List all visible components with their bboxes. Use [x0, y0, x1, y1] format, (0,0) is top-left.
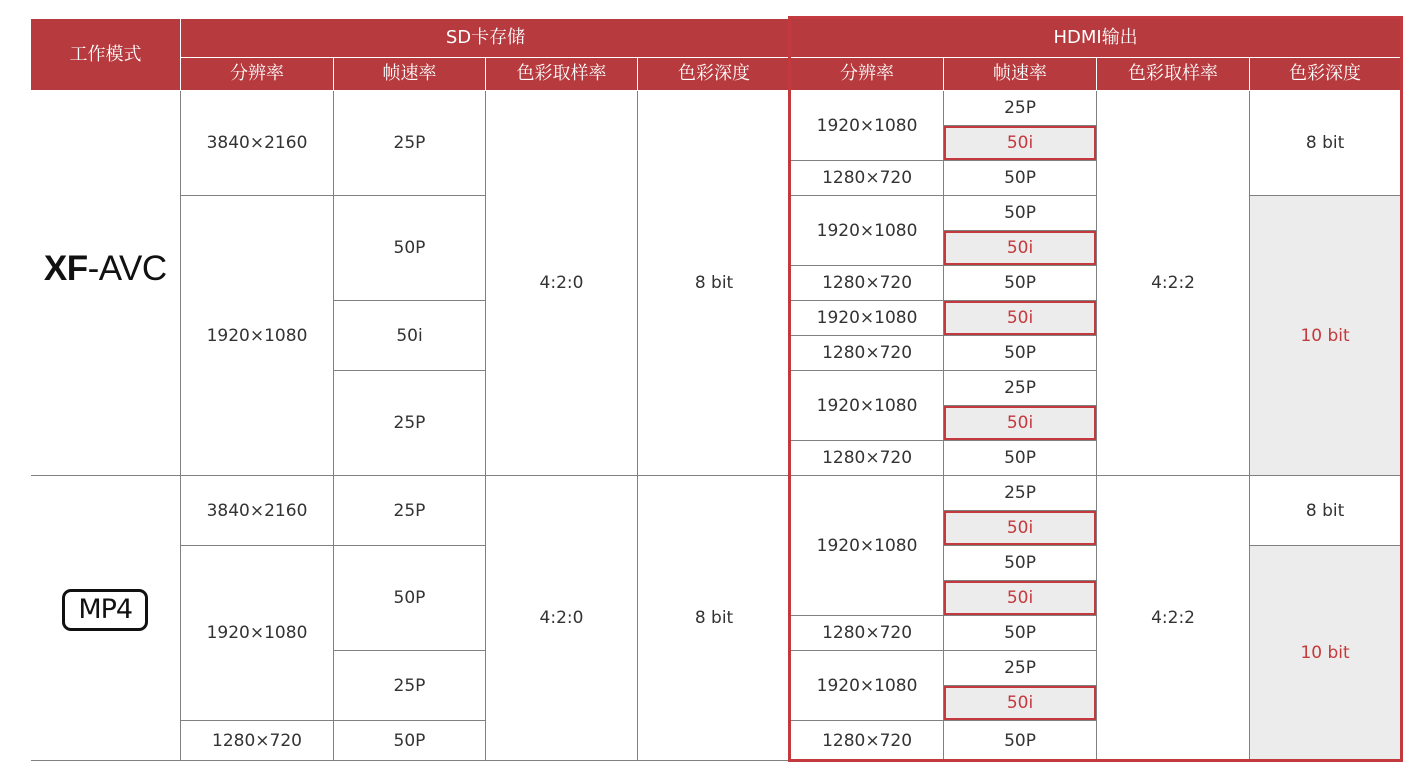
sd-frame-rate-cell: 50i: [334, 301, 486, 371]
sd-color-depth-cell: 8 bit: [638, 476, 791, 761]
sd-frame-rate-cell: 50P: [334, 546, 486, 651]
header-work-mode: 工作模式: [31, 19, 181, 91]
sd-resolution-cell: 1920×1080: [181, 546, 334, 721]
xf-avc-logo-bold: XF: [43, 249, 88, 288]
table-row: [31, 91, 1401, 126]
header-row-columns: [31, 58, 1401, 91]
header-sd-color-sampling: 色彩取样率: [486, 58, 638, 91]
sd-resolution-cell: 1920×1080: [181, 196, 334, 476]
header-hdmi-frame-rate: 帧速率: [944, 58, 1097, 91]
hdmi-color-depth-cell: 8 bit: [1250, 476, 1401, 546]
mp4-logo: MP4: [62, 589, 148, 631]
hdmi-resolution-cell: 1280×720: [791, 266, 944, 301]
hdmi-color-depth-cell-highlighted: 10 bit: [1250, 196, 1401, 476]
hdmi-frame-rate-cell-highlighted: 50i: [944, 686, 1097, 721]
header-hdmi-output: HDMI输出: [791, 19, 1401, 58]
hdmi-frame-rate-cell: 50P: [944, 441, 1097, 476]
hdmi-color-depth-cell-highlighted: 10 bit: [1250, 546, 1401, 761]
header-sd-color-depth: 色彩深度: [638, 58, 791, 91]
header-sd-storage: SD卡存储: [181, 19, 791, 58]
header-hdmi-resolution: 分辨率: [791, 58, 944, 91]
hdmi-resolution-cell: 1280×720: [791, 616, 944, 651]
hdmi-resolution-cell: 1920×1080: [791, 91, 944, 161]
hdmi-color-sampling-cell: 4:2:2: [1097, 476, 1250, 761]
sd-resolution-cell: 3840×2160: [181, 476, 334, 546]
xf-avc-logo-rest: -AVC: [87, 249, 167, 288]
sd-color-sampling-cell: 4:2:0: [486, 91, 638, 476]
table-header: [31, 19, 1401, 91]
hdmi-frame-rate-cell-highlighted: 50i: [944, 126, 1097, 161]
hdmi-frame-rate-cell: 50P: [944, 266, 1097, 301]
hdmi-frame-rate-cell: 50P: [944, 546, 1097, 581]
sd-frame-rate-cell: 25P: [334, 371, 486, 476]
header-hdmi-color-depth: 色彩深度: [1250, 58, 1401, 91]
hdmi-frame-rate-cell-highlighted: 50i: [944, 511, 1097, 546]
sd-frame-rate-cell: 50P: [334, 721, 486, 761]
hdmi-resolution-cell: 1280×720: [791, 336, 944, 371]
hdmi-resolution-cell: 1280×720: [791, 441, 944, 476]
mode-group-xf-avc: [31, 91, 1401, 476]
header-row-groups: [31, 19, 1401, 58]
hdmi-resolution-cell: 1920×1080: [791, 196, 944, 266]
hdmi-resolution-cell: 1920×1080: [791, 651, 944, 721]
sd-frame-rate-cell: 25P: [334, 651, 486, 721]
hdmi-resolution-cell: 1920×1080: [791, 371, 944, 441]
hdmi-frame-rate-cell: 50P: [944, 336, 1097, 371]
hdmi-frame-rate-cell: 50P: [944, 161, 1097, 196]
hdmi-frame-rate-cell: 25P: [944, 651, 1097, 686]
hdmi-color-depth-cell: 8 bit: [1250, 91, 1401, 196]
sd-resolution-cell: 1280×720: [181, 721, 334, 761]
xf-avc-logo: [44, 249, 167, 289]
sd-color-sampling-cell: 4:2:0: [486, 476, 638, 761]
hdmi-resolution-cell: 1920×1080: [791, 301, 944, 336]
hdmi-frame-rate-cell: 50P: [944, 196, 1097, 231]
hdmi-frame-rate-cell: 25P: [944, 371, 1097, 406]
sd-frame-rate-cell: 25P: [334, 476, 486, 546]
sd-color-depth-cell: 8 bit: [638, 91, 791, 476]
header-sd-frame-rate: 帧速率: [334, 58, 486, 91]
spec-table: [30, 18, 1401, 761]
sd-frame-rate-cell: 25P: [334, 91, 486, 196]
hdmi-frame-rate-cell-highlighted: 50i: [944, 301, 1097, 336]
table-row: [31, 476, 1401, 511]
header-sd-resolution: 分辨率: [181, 58, 334, 91]
hdmi-frame-rate-cell-highlighted: 50i: [944, 581, 1097, 616]
hdmi-frame-rate-cell-highlighted: 50i: [944, 406, 1097, 441]
mode-cell-xf-avc: [31, 91, 181, 476]
hdmi-color-sampling-cell: 4:2:2: [1097, 91, 1250, 476]
hdmi-frame-rate-cell-highlighted: 50i: [944, 231, 1097, 266]
sd-frame-rate-cell: 50P: [334, 196, 486, 301]
hdmi-resolution-cell: 1920×1080: [791, 476, 944, 616]
hdmi-resolution-cell: 1280×720: [791, 161, 944, 196]
mode-cell-mp4: [31, 476, 181, 761]
header-hdmi-color-sampling: 色彩取样率: [1097, 58, 1250, 91]
hdmi-frame-rate-cell: 25P: [944, 91, 1097, 126]
sd-resolution-cell: 3840×2160: [181, 91, 334, 196]
hdmi-frame-rate-cell: 50P: [944, 721, 1097, 761]
mode-group-mp4: [31, 476, 1401, 761]
hdmi-frame-rate-cell: 25P: [944, 476, 1097, 511]
hdmi-resolution-cell: 1280×720: [791, 721, 944, 761]
hdmi-frame-rate-cell: 50P: [944, 616, 1097, 651]
